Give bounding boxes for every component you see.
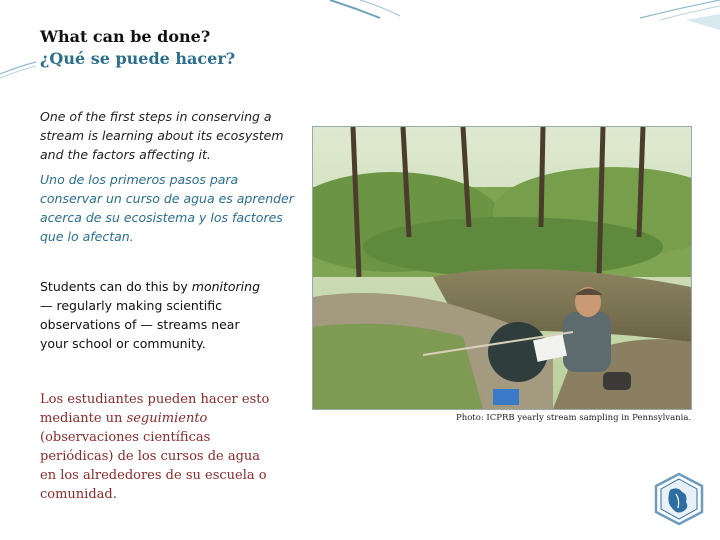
title-spanish: ¿Qué se puede hacer? xyxy=(40,49,236,68)
paragraph-english-2-before: Students can do this by xyxy=(40,279,192,294)
paragraph-spanish-2 xyxy=(40,390,270,504)
paragraph-english-2 xyxy=(40,277,270,353)
paragraph-english-2-emphasis: monitoring xyxy=(191,279,261,294)
photo-illustration xyxy=(313,127,691,409)
stream-sampling-photo xyxy=(312,126,692,410)
paragraph-spanish-2-emphasis: seguimiento xyxy=(126,411,208,426)
paragraph-spanish-1: Uno de los primeros pasos para conservar un curso de agua es aprender acerca de su ecosistema y los factores que lo afectan. xyxy=(40,172,294,244)
slide-title xyxy=(40,26,235,70)
paragraph-english-1: One of the first steps in conserving a stream is learning about its ecosystem and the factors affecting it. xyxy=(40,109,284,162)
photo-caption: Photo: ICPRB yearly stream sampling in Pennsylvania. xyxy=(456,413,692,423)
title-english: What can be done? xyxy=(40,27,211,46)
paragraph-english-2-after: — regularly making scientific observations of — streams near your school or community. xyxy=(40,298,240,351)
watershed-logo-icon xyxy=(652,472,706,526)
paragraph-spanish-2-after: (observaciones científicas periódicas) de los cursos de agua en los alrededores de su escuela o comunidad. xyxy=(40,430,267,502)
paragraph-spanish-2-before: Los estudiantes pueden hacer esto mediante un xyxy=(40,392,270,426)
